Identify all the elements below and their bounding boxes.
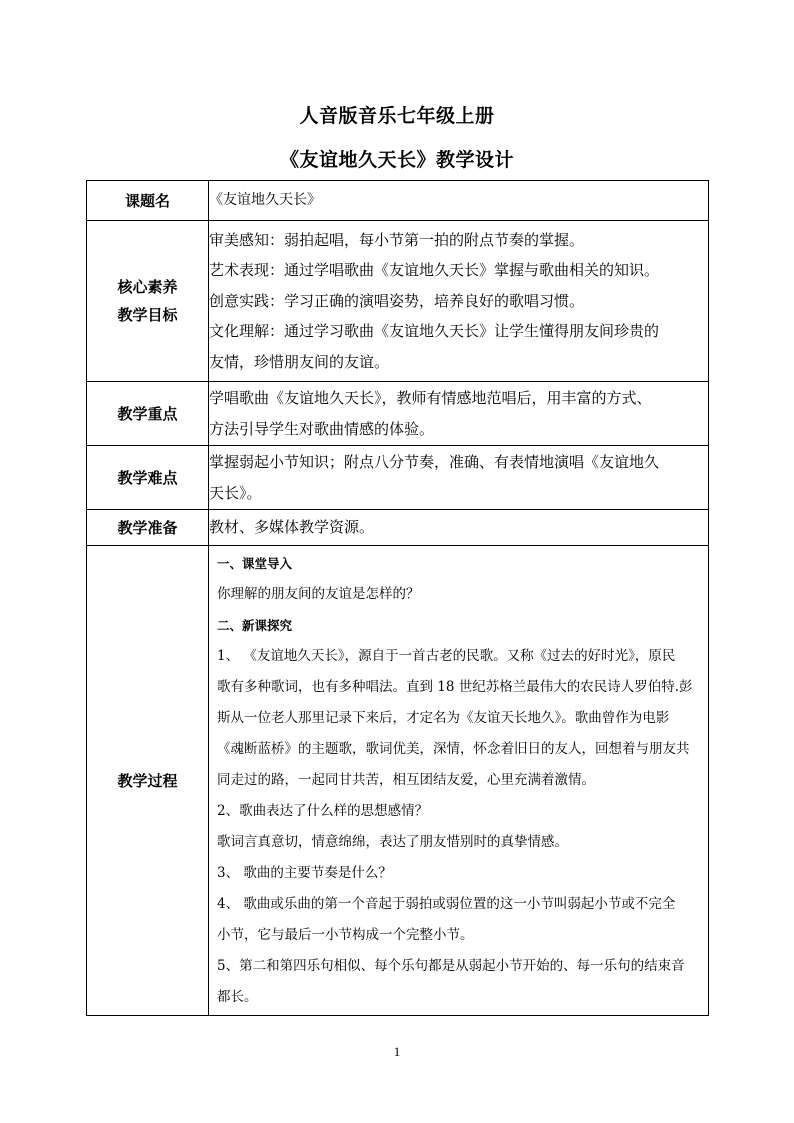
process-line: 都长。 (217, 989, 258, 1005)
process-line: 同走过的路，一起同甘共苦，相互团结友爱，心里充满着激情。 (217, 772, 595, 788)
process-section-heading: 二、新课探究 (217, 618, 293, 633)
goals-content (209, 221, 709, 382)
difficulties-line: 天长》。 (209, 483, 262, 502)
topic-value: 《友谊地久天长》 (209, 181, 709, 221)
page-number: 1 (393, 1044, 401, 1059)
goals-line: 审美感知：弱拍起唱，每小节第一拍的附点节奏的掌握。 (209, 230, 585, 249)
table-row-topic (87, 181, 709, 221)
process-section-heading: 一、课堂导入 (217, 556, 293, 571)
topic-label: 课题名 (87, 181, 209, 221)
difficulties-content (209, 446, 709, 510)
process-line: 《魂断蓝桥》的主题歌，歌词优美，深情，怀念着旧日的友人，回想着与朋友共 (217, 741, 690, 757)
key-points-content (209, 382, 709, 446)
difficulties-label: 教学难点 (87, 446, 209, 510)
difficulties-line: 掌握弱起小节知识；附点八分节奏，准确、有表情地演唱《友谊地久 (209, 453, 660, 471)
process-label: 教学过程 (87, 546, 209, 1016)
process-content (209, 546, 709, 1016)
key-points-label: 教学重点 (87, 382, 209, 446)
goals-label-line: 教学目标 (117, 306, 178, 324)
goals-line: 创意实践：学习正确的演唱姿势，培养良好的歌唱习惯。 (209, 291, 585, 310)
goals-line: 艺术表现：通过学唱歌曲《友谊地久天长》掌握与歌曲相关的知识。 (209, 261, 660, 280)
goals-label-line: 核心素养 (117, 278, 178, 296)
lesson-plan-table (86, 180, 709, 1016)
goals-line: 友情，珍惜朋友间的友谊。 (209, 352, 390, 371)
process-line: 歌词言真意切，情意绵绵，表达了朋友惜别时的真挚情感。 (217, 834, 568, 850)
process-line: 斯从一位老人那里记录下来后，才定名为《友谊天长地久》。歌曲曾作为电影 (217, 710, 670, 726)
goals-line: 文化理解：通过学习歌曲《友谊地久天长》让学生懂得朋友间珍贵的 (209, 322, 660, 341)
process-line: 你理解的朋友间的友谊是怎样的？ (217, 586, 420, 602)
key-points-line: 学唱歌曲《友谊地久天长》，教师有情感地范唱后，用丰富的方式、 (209, 389, 652, 407)
table-row-preparation (87, 510, 709, 546)
table-row-key-points (87, 382, 709, 446)
process-line: 3、 歌曲的主要节奏是什么？ (217, 865, 392, 881)
preparation-label: 教学准备 (87, 510, 209, 546)
table-row-difficulties (87, 446, 709, 510)
document-title: 人音版音乐七年级上册 (299, 105, 495, 127)
process-line: 1、 《友谊地久天长》，源自于一首古老的民歌。又称《过去的好时光》，原民 (217, 648, 676, 664)
process-line: 2、歌曲表达了什么样的思想感情？ (217, 803, 429, 819)
key-points-line: 方法引导学生对歌曲情感的体验。 (209, 419, 435, 438)
table-row-goals (87, 221, 709, 382)
goals-label (87, 221, 209, 382)
process-line: 5、第二和第四乐句相似、每个乐句都是从弱起小节开始的、每一乐句的结束音 (217, 958, 685, 974)
document-subtitle: 《友谊地久天长》教学设计 (279, 149, 514, 171)
process-line: 4、 歌曲或乐曲的第一个音起于弱拍或弱位置的这一小节叫弱起小节或不完全 (217, 896, 676, 912)
preparation-value: 教材、多媒体教学资源。 (209, 510, 709, 546)
process-line: 小节，它与最后一小节构成一个完整小节。 (217, 927, 474, 943)
process-line: 歌有多种歌词，也有多种唱法。直到 18 世纪苏格兰最伟大的农民诗人罗伯特.彭 (217, 679, 693, 695)
table-row-process (87, 546, 709, 1016)
